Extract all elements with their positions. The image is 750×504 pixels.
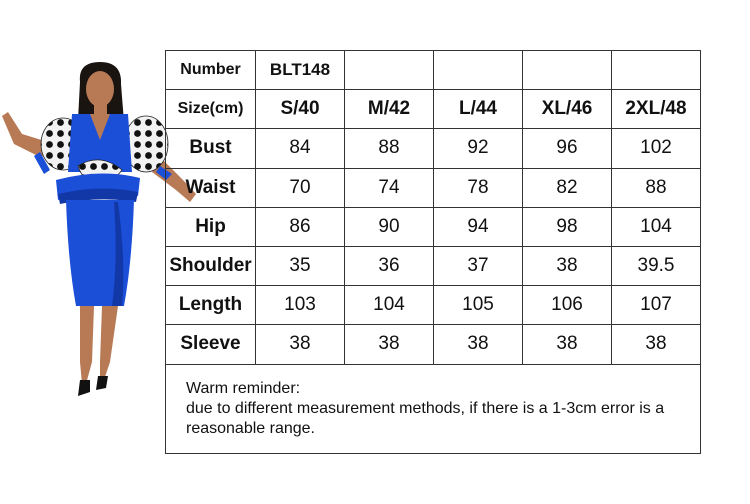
table-cell: 90 [345, 207, 434, 246]
table-cell: 35 [256, 246, 345, 285]
table-cell: 74 [345, 168, 434, 207]
table-cell: 37 [434, 246, 523, 285]
row-label: Length [166, 286, 256, 325]
size-header: 2XL/48 [612, 90, 701, 129]
table-cell: 38 [523, 325, 612, 364]
table-row-length [166, 286, 701, 325]
table-cell: 107 [612, 286, 701, 325]
warm-reminder [166, 364, 701, 453]
table-cell: 38 [434, 325, 523, 364]
table-cell [612, 51, 701, 90]
table-cell: 88 [345, 129, 434, 168]
table-cell: 70 [256, 168, 345, 207]
table-cell: 103 [256, 286, 345, 325]
table-cell [434, 51, 523, 90]
row-label: Number [166, 51, 256, 90]
row-label: Shoulder [166, 246, 256, 285]
size-header: M/42 [345, 90, 434, 129]
table-cell [523, 51, 612, 90]
table-cell: 38 [523, 246, 612, 285]
item-number-value: BLT148 [256, 51, 345, 90]
row-label: Sleeve [166, 325, 256, 364]
table-cell: 38 [256, 325, 345, 364]
size-header: XL/46 [523, 90, 612, 129]
table-row-number [166, 51, 701, 90]
table-row-size [166, 90, 701, 129]
size-header: S/40 [256, 90, 345, 129]
reminder-text: reasonable range. [186, 419, 315, 437]
size-chart-table [165, 50, 701, 454]
table-cell: 105 [434, 286, 523, 325]
table-cell: 102 [612, 129, 701, 168]
table-cell: 39.5 [612, 246, 701, 285]
row-label: Waist [166, 168, 256, 207]
table-row-shoulder [166, 246, 701, 285]
row-label: Hip [166, 207, 256, 246]
table-cell [345, 51, 434, 90]
table-cell: 94 [434, 207, 523, 246]
reminder-text: due to different measurement methods, if there is a 1-3cm error is a [186, 399, 665, 417]
table-row-waist [166, 168, 701, 207]
table-cell: 78 [434, 168, 523, 207]
table-row-sleeve [166, 325, 701, 364]
size-header: L/44 [434, 90, 523, 129]
table-cell: 92 [434, 129, 523, 168]
reminder-title: Warm reminder: [186, 379, 301, 397]
table-cell: 86 [256, 207, 345, 246]
table-cell: 38 [345, 325, 434, 364]
table-cell: 104 [612, 207, 701, 246]
table-row-hip [166, 207, 701, 246]
table-cell: 84 [256, 129, 345, 168]
table-cell: 96 [523, 129, 612, 168]
table-cell: 38 [612, 325, 701, 364]
table-row-bust [166, 129, 701, 168]
table-cell: 82 [523, 168, 612, 207]
table-cell: 106 [523, 286, 612, 325]
table-cell: 36 [345, 246, 434, 285]
table-cell: 88 [612, 168, 701, 207]
table-cell: 98 [523, 207, 612, 246]
table-row-reminder [166, 364, 701, 453]
row-label: Bust [166, 129, 256, 168]
table-cell: 104 [345, 286, 434, 325]
row-label: Size(cm) [166, 90, 256, 129]
